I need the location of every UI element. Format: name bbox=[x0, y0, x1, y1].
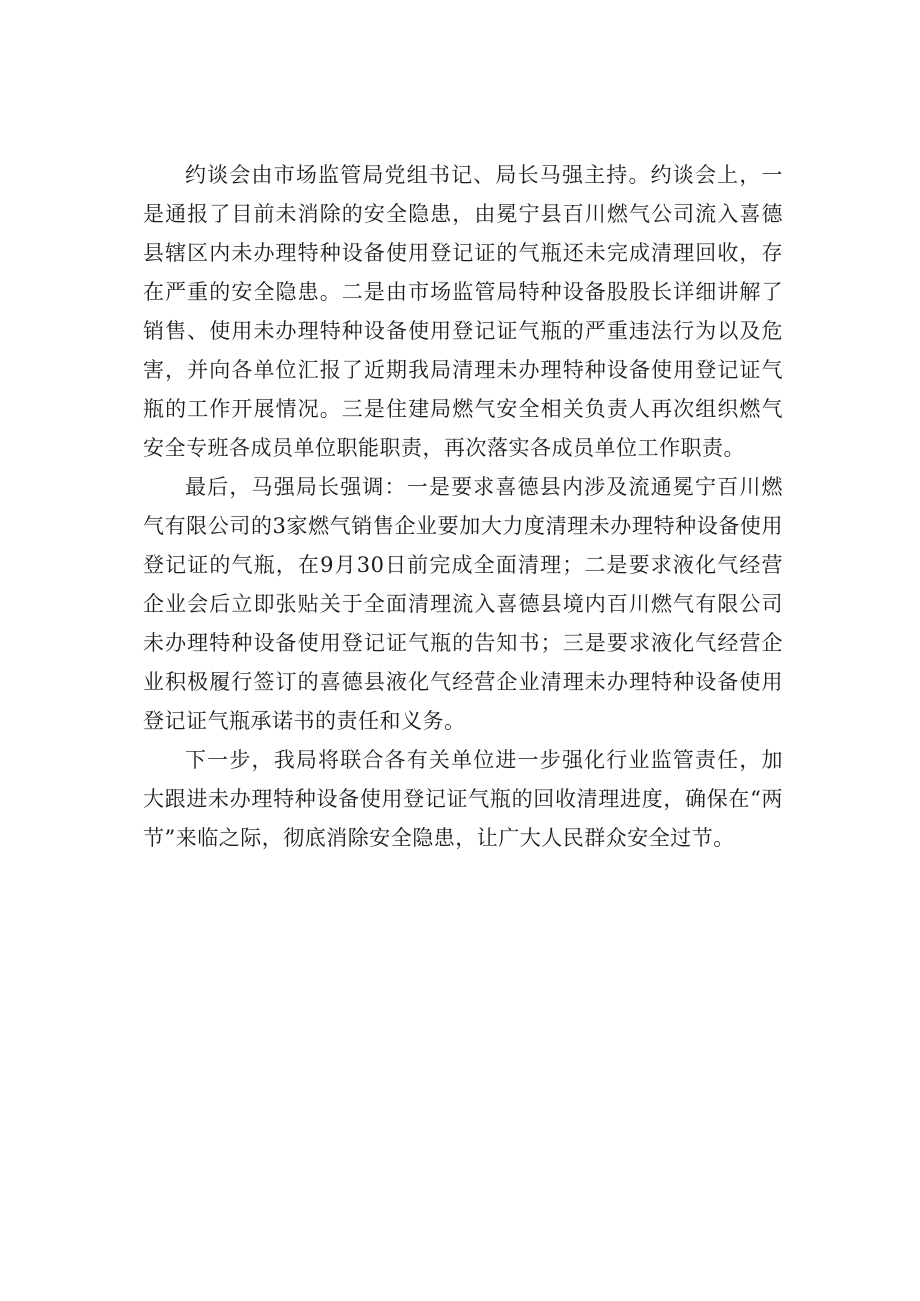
paragraph-meeting-summary: 约谈会由市场监管局党组书记、局长马强主持。约谈会上，一是通报了目前未消除的安全隐患，由冕宁县百川燃气公司流入喜德县辖区内未办理特种设备使用登记证的气瓶还未完成清理回收，存在严重的安全隐患。二是由市场监管局特种设备股股长详细讲解了销售、使用未办理特种设备使用登记证气瓶的严重违法行为以及危害，并向各单位汇报了近期我局清理未办理特种设备使用登记证气瓶的工作开展情况。三是住建局燃气安全相关负责人再次组织燃气安全专班各成员单位职能职责，再次落实各成员单位工作职责。 bbox=[143, 163, 783, 460]
document-body bbox=[143, 156, 783, 858]
paragraph-next-steps: 下一步，我局将联合各有关单位进一步强化行业监管责任，加大跟进未办理特种设备使用登记证气瓶的回收清理进度，确保在“两节”来临之际，彻底消除安全隐患，让广大人民群众安全过节。 bbox=[143, 748, 783, 850]
paragraph-director-emphasis: 最后，马强局长强调：一是要求喜德县内涉及流通冕宁百川燃气有限公司的3家燃气销售企业要加大力度清理未办理特种设备使用登记证的气瓶，在9月30日前完成全面清理；二是要求液化气经营企业会后立即张贴关于全面清理流入喜德县境内百川燃气有限公司未办理特种设备使用登记证气瓶的告知书；三是要求液化气经营企业积极履行签订的喜德县液化气经营企业清理未办理特种设备使用登记证气瓶承诺书的责任和义务。 bbox=[143, 475, 783, 733]
